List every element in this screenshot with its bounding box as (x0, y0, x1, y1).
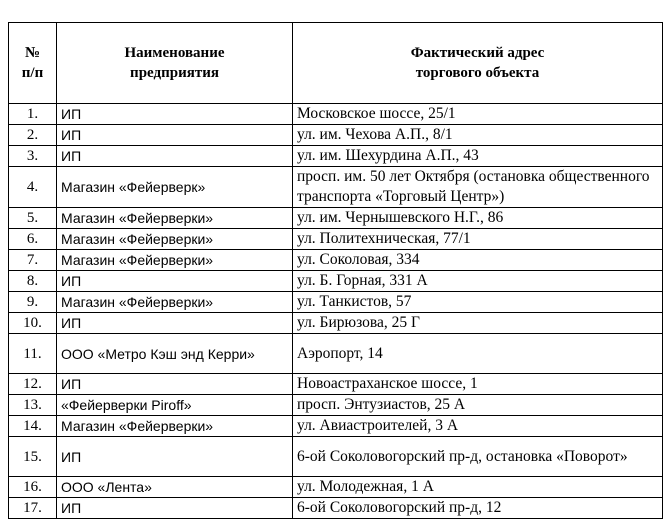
table-row (9, 334, 663, 374)
shop-address: просп. Энтузиастов, 25 А (293, 395, 663, 416)
shop-address: просп. им. 50 лет Октября (остановка общественного транспорта «Торговый Центр») (293, 167, 663, 208)
enterprise-name: ИП (57, 125, 293, 146)
row-number: 8. (9, 271, 57, 292)
shop-address: ул. Б. Горная, 331 А (293, 271, 663, 292)
enterprise-name: «Фейерверки Piroff» (57, 395, 293, 416)
shop-address: ул. им. Чехова А.П., 8/1 (293, 125, 663, 146)
enterprise-name: ООО «Лента» (57, 477, 293, 498)
enterprise-name: ООО «Метро Кэш энд Керри» (57, 334, 293, 374)
shop-address: ул. им. Шехурдина А.П., 43 (293, 146, 663, 167)
shop-address: ул. Танкистов, 57 (293, 292, 663, 313)
header-name-line1: Наименование (124, 45, 225, 61)
row-number: 6. (9, 229, 57, 250)
enterprise-name: Магазин «Фейерверки» (57, 292, 293, 313)
row-number: 12. (9, 374, 57, 395)
row-number: 14. (9, 416, 57, 437)
row-number: 10. (9, 313, 57, 334)
table-row (9, 229, 663, 250)
table-row (9, 395, 663, 416)
shop-address: ул. Политехническая, 77/1 (293, 229, 663, 250)
row-number: 11. (9, 334, 57, 374)
row-number: 5. (9, 208, 57, 229)
header-addr-line2: торгового объекта (415, 65, 540, 81)
table-row (9, 416, 663, 437)
shop-address: ул. им. Чернышевского Н.Г., 86 (293, 208, 663, 229)
table-row (9, 125, 663, 146)
enterprise-name: Магазин «Фейерверки» (57, 250, 293, 271)
table-row (9, 374, 663, 395)
row-number: 3. (9, 146, 57, 167)
enterprise-name: ИП (57, 313, 293, 334)
shop-address: ул. Бирюзова, 25 Г (293, 313, 663, 334)
table-row (9, 313, 663, 334)
retail-points-table (8, 22, 663, 519)
enterprise-name: Магазин «Фейерверки» (57, 416, 293, 437)
header-enterprise-name (57, 23, 293, 104)
table-row (9, 208, 663, 229)
row-number: 17. (9, 498, 57, 519)
shop-address: Московское шоссе, 25/1 (293, 104, 663, 125)
header-actual-address (293, 23, 663, 104)
table-body (9, 104, 663, 519)
header-name-line2: предприятия (130, 65, 219, 81)
table-row (9, 167, 663, 208)
row-number: 4. (9, 167, 57, 208)
table-row (9, 104, 663, 125)
table-row (9, 498, 663, 519)
shop-address: ул. Авиастроителей, 3 А (293, 416, 663, 437)
shop-address: Новоастраханское шоссе, 1 (293, 374, 663, 395)
header-addr-line1: Фактический адрес (410, 45, 545, 61)
row-number: 2. (9, 125, 57, 146)
enterprise-name: Магазин «Фейерверк» (57, 167, 293, 208)
enterprise-name: ИП (57, 498, 293, 519)
row-number: 9. (9, 292, 57, 313)
shop-address: Аэропорт, 14 (293, 334, 663, 374)
table-row (9, 271, 663, 292)
header-number-line2: п/п (21, 65, 44, 81)
enterprise-name: Магазин «Фейерверки» (57, 208, 293, 229)
enterprise-name: Магазин «Фейерверки» (57, 229, 293, 250)
row-number: 15. (9, 437, 57, 477)
table-row (9, 292, 663, 313)
row-number: 16. (9, 477, 57, 498)
header-number (9, 23, 57, 104)
shop-address: 6-ой Соколовогорский пр-д, 12 (293, 498, 663, 519)
table-row (9, 437, 663, 477)
row-number: 7. (9, 250, 57, 271)
enterprise-name: ИП (57, 146, 293, 167)
table-row (9, 477, 663, 498)
enterprise-name: ИП (57, 437, 293, 477)
enterprise-name: ИП (57, 271, 293, 292)
table-row (9, 146, 663, 167)
shop-address: ул. Соколовая, 334 (293, 250, 663, 271)
table-header-row (9, 23, 663, 104)
row-number: 13. (9, 395, 57, 416)
row-number: 1. (9, 104, 57, 125)
enterprise-name: ИП (57, 104, 293, 125)
shop-address: 6-ой Соколовогорский пр-д, остановка «Поворот» (293, 437, 663, 477)
shop-address: ул. Молодежная, 1 А (293, 477, 663, 498)
table-row (9, 250, 663, 271)
enterprise-name: ИП (57, 374, 293, 395)
header-number-line1: № (24, 45, 41, 61)
